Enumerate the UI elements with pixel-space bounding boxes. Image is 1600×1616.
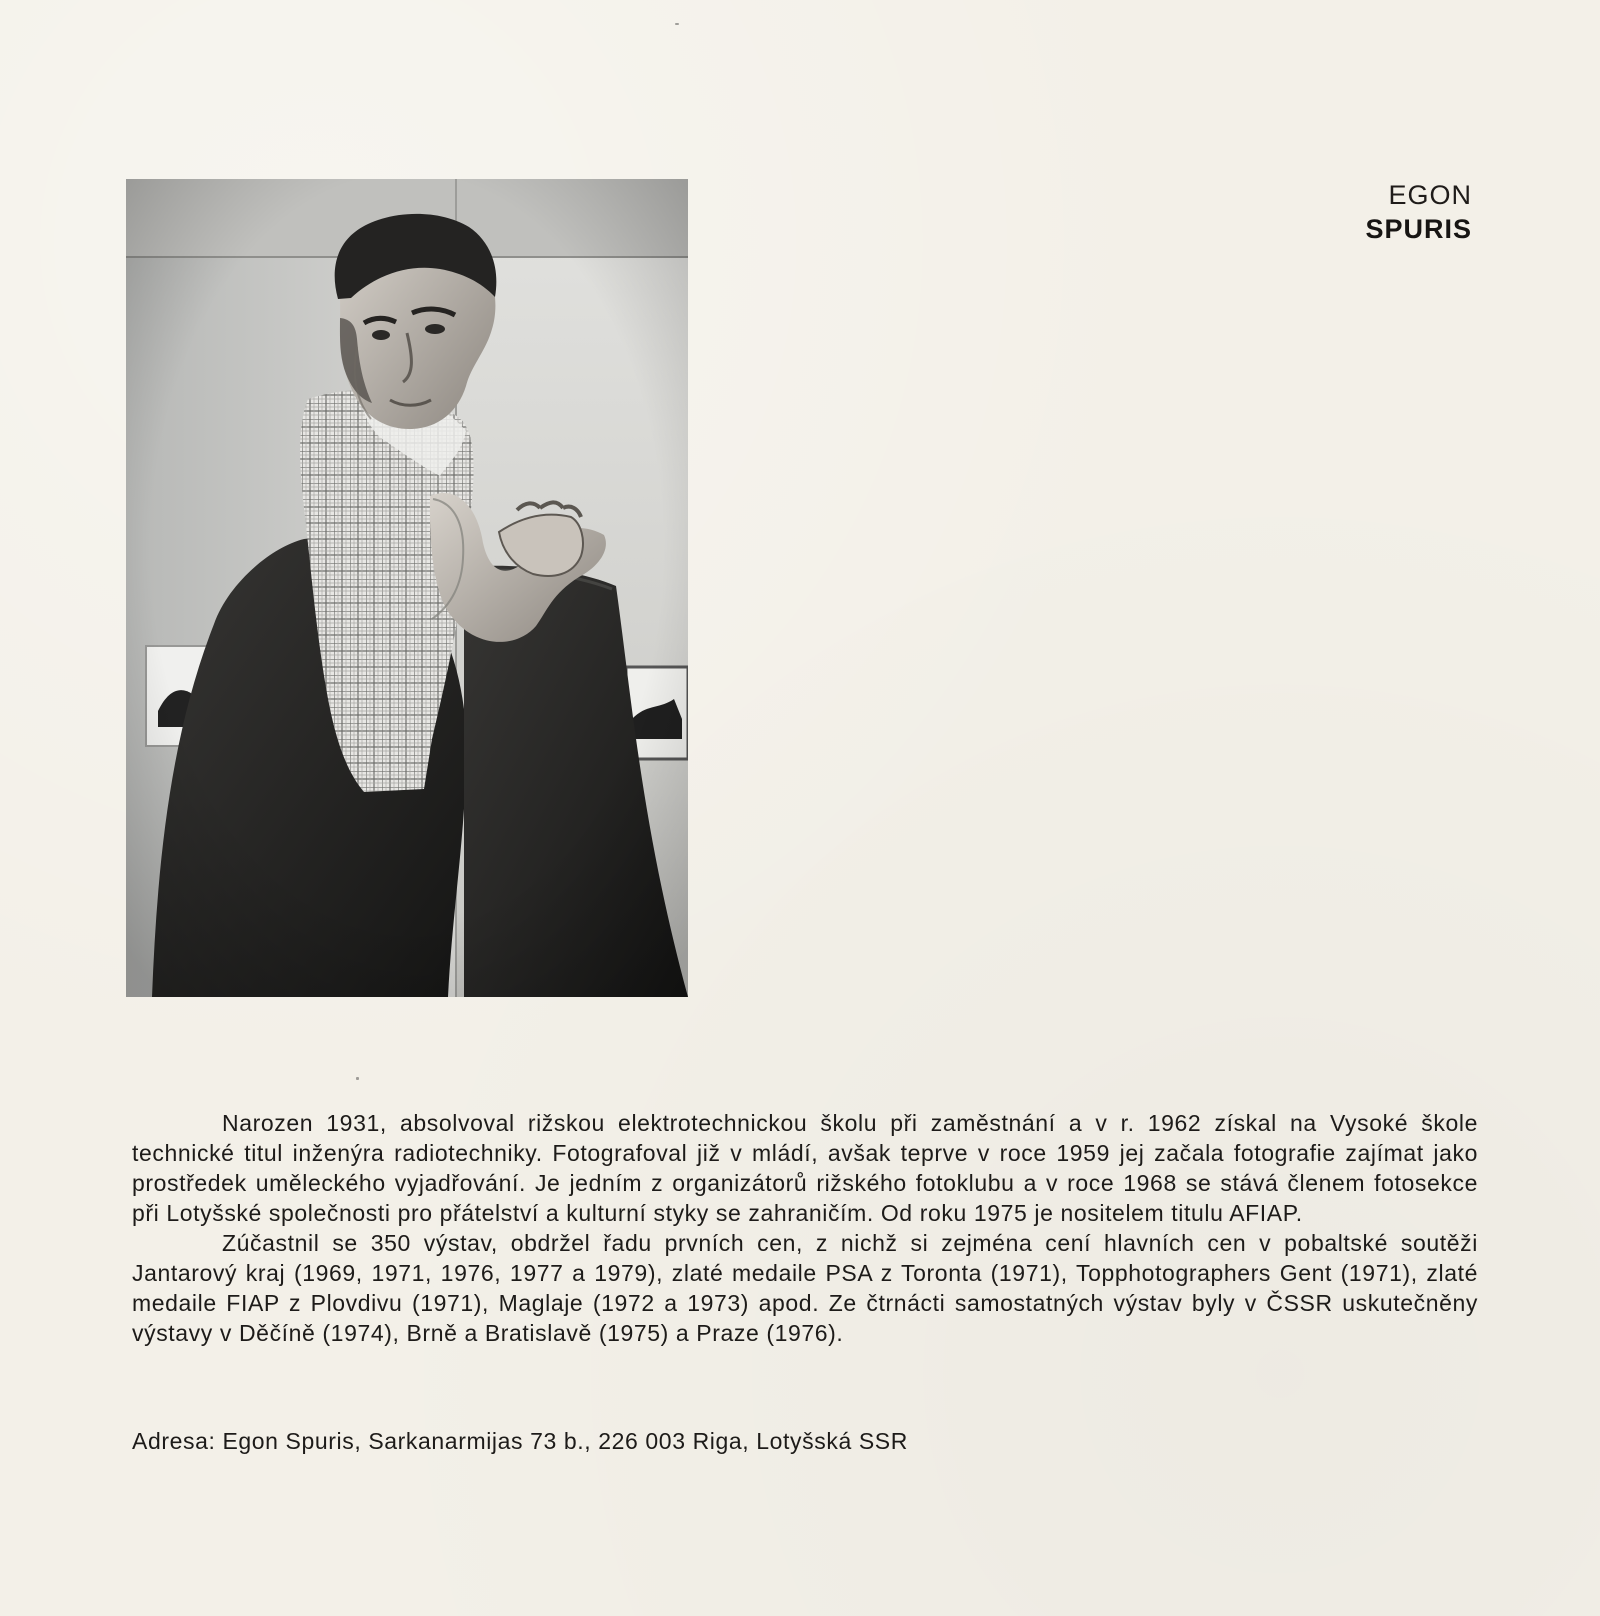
- bio-paragraph-1: Narozen 1931, absolvoval rižskou elektrotechnickou školu při zaměstnání a v r. 1962 získal na Vysoké škole technické titul inženýra radiotechniky. Fotografoval již v mládí, avšak teprve v roce 1959 jej začala fotografie zajímat jako prostředek uměleckého vyjadřování. Je jedním z organizátorů rižského fotoklubu a v roce 1968 se stává členem fotosekce při Lotyšské společnosti pro přátelství a kulturní styky se zahraničím. Od roku 1975 je nositelem titulu AFIAP.: [132, 1110, 1478, 1226]
- address-line: Adresa: Egon Spuris, Sarkanarmijas 73 b., 226 003 Riga, Lotyšská SSR: [132, 1428, 908, 1454]
- paper-speck: [675, 23, 679, 25]
- author-name-block: [1365, 178, 1472, 246]
- author-first-name: EGON: [1388, 180, 1472, 210]
- portrait-photo: [126, 179, 688, 997]
- paper-speck: [356, 1077, 359, 1080]
- biography-text: [132, 1108, 1478, 1348]
- author-last-name: SPURIS: [1365, 214, 1472, 244]
- bio-paragraph-2: Zúčastnil se 350 výstav, obdržel řadu prvních cen, z nichž si zejména cení hlavních cen v pobaltské soutěži Jantarový kraj (1969, 1971, 1976, 1977 a 1979), zlaté medaile PSA z Toronta (1971), Topphotographers Gent (1971), zlaté medaile FIAP z Plovdivu (1971), Maglaje (1972 a 1973) apod. Ze čtrnácti samostatných výstav byly v ČSSR uskutečněny výstavy v Děčíně (1974), Brně a Bratislavě (1975) a Praze (1976).: [132, 1230, 1478, 1346]
